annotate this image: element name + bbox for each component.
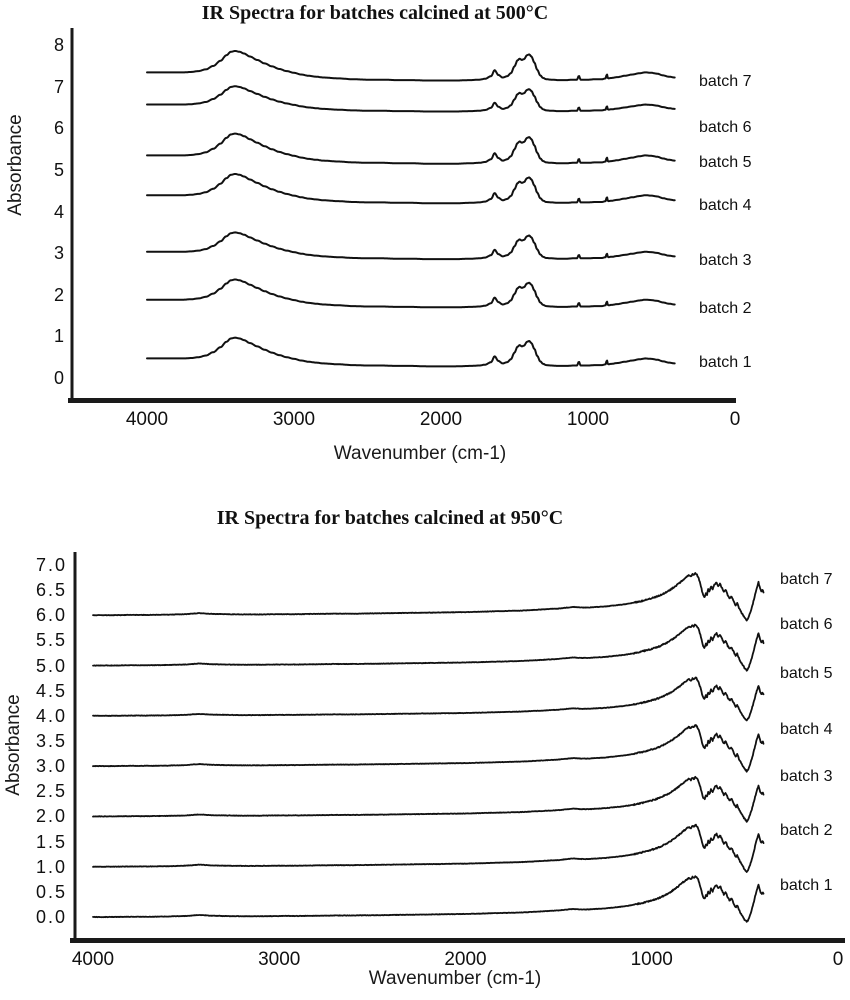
y-tick-label: 4.0 <box>35 705 67 726</box>
y-axis-label-950c: Absorbance <box>3 694 24 796</box>
series-label: batch 4 <box>780 721 833 738</box>
y-tick-label: 1.5 <box>35 831 67 852</box>
x-axis-line <box>68 398 736 403</box>
y-tick-label: 2 <box>53 284 64 305</box>
y-tick-label: 5.5 <box>35 630 67 651</box>
x-tick-label: 0 <box>729 409 741 430</box>
x-tick-label: 4000 <box>71 949 115 970</box>
x-tick-label: 0 <box>832 949 844 970</box>
series-label: batch 1 <box>699 354 752 371</box>
y-tick-label: 6 <box>53 118 64 139</box>
x-tick-label: 2000 <box>419 409 463 430</box>
y-tick-label: 0.0 <box>35 907 67 927</box>
spectrum-curve-batch-4 <box>147 174 675 203</box>
x-tick-label: 1000 <box>566 409 610 430</box>
spectrum-curve-batch-1 <box>93 876 764 922</box>
y-axis-label-500c: Absorbance <box>5 114 26 216</box>
x-tick-label: 4000 <box>125 409 169 430</box>
x-axis-label-500c: Wavenumber (cm-1) <box>333 443 507 464</box>
spectrum-curve-batch-7 <box>147 51 675 81</box>
series-label: batch 2 <box>780 822 833 839</box>
y-tick-label: 3 <box>53 243 64 264</box>
y-tick-label: 2.0 <box>35 806 67 827</box>
y-tick-label: 0.5 <box>35 881 67 902</box>
y-tick-label: 2.5 <box>35 781 67 802</box>
spectrum-curve-batch-6 <box>147 86 675 111</box>
chart-title-500c: IR Spectra for batches calcined at 500°C <box>201 2 549 24</box>
spectrum-curve-batch-5 <box>93 677 764 720</box>
chart-title-950c: IR Spectra for batches calcined at 950°C <box>216 507 564 529</box>
series-label: batch 4 <box>699 197 752 214</box>
spectrum-curve-batch-2 <box>147 280 675 308</box>
series-label: batch 2 <box>699 300 752 317</box>
y-tick-label: 3.5 <box>35 730 67 751</box>
y-tick-label: 4 <box>53 201 64 222</box>
y-axis-line <box>74 552 77 942</box>
y-tick-label: 5 <box>53 160 64 180</box>
x-tick-label: 1000 <box>630 949 673 970</box>
series-label: batch 7 <box>780 571 833 588</box>
y-tick-label: 7 <box>53 76 64 97</box>
x-tick-label: 2000 <box>444 949 487 970</box>
spectrum-curve-batch-6 <box>93 625 764 671</box>
spectrum-curve-batch-3 <box>147 232 675 259</box>
spectrum-curve-batch-1 <box>147 338 675 367</box>
y-tick-label: 7.0 <box>35 554 67 575</box>
series-label: batch 6 <box>699 119 752 136</box>
y-tick-label: 1.0 <box>35 856 67 877</box>
y-tick-label: 3.0 <box>35 756 67 777</box>
series-label: batch 3 <box>780 768 833 785</box>
series-label: batch 5 <box>780 665 833 682</box>
series-label: batch 5 <box>699 154 752 171</box>
y-tick-label: 8 <box>53 35 64 56</box>
y-tick-label: 0 <box>53 368 64 388</box>
spectrum-curve-batch-4 <box>93 725 764 772</box>
x-axis-label-950c: Wavenumber (cm-1) <box>368 968 542 989</box>
y-axis-line <box>71 28 74 403</box>
x-tick-label: 3000 <box>258 949 301 970</box>
y-tick-label: 6.5 <box>35 580 67 601</box>
spectrum-curve-batch-2 <box>93 825 764 872</box>
spectrum-curve-batch-3 <box>93 777 764 822</box>
spectrum-curve-batch-5 <box>147 134 675 164</box>
y-tick-label: 6.0 <box>35 605 67 626</box>
series-label: batch 6 <box>780 616 833 633</box>
spectrum-curve-batch-7 <box>93 573 764 621</box>
series-label: batch 7 <box>699 73 752 90</box>
x-axis-line <box>70 938 845 943</box>
y-tick-label: 1 <box>53 326 64 347</box>
series-label: batch 1 <box>780 877 833 894</box>
y-tick-label: 5.0 <box>35 655 67 676</box>
y-tick-label: 4.5 <box>35 680 67 701</box>
series-label: batch 3 <box>699 252 752 269</box>
x-tick-label: 3000 <box>272 409 316 430</box>
